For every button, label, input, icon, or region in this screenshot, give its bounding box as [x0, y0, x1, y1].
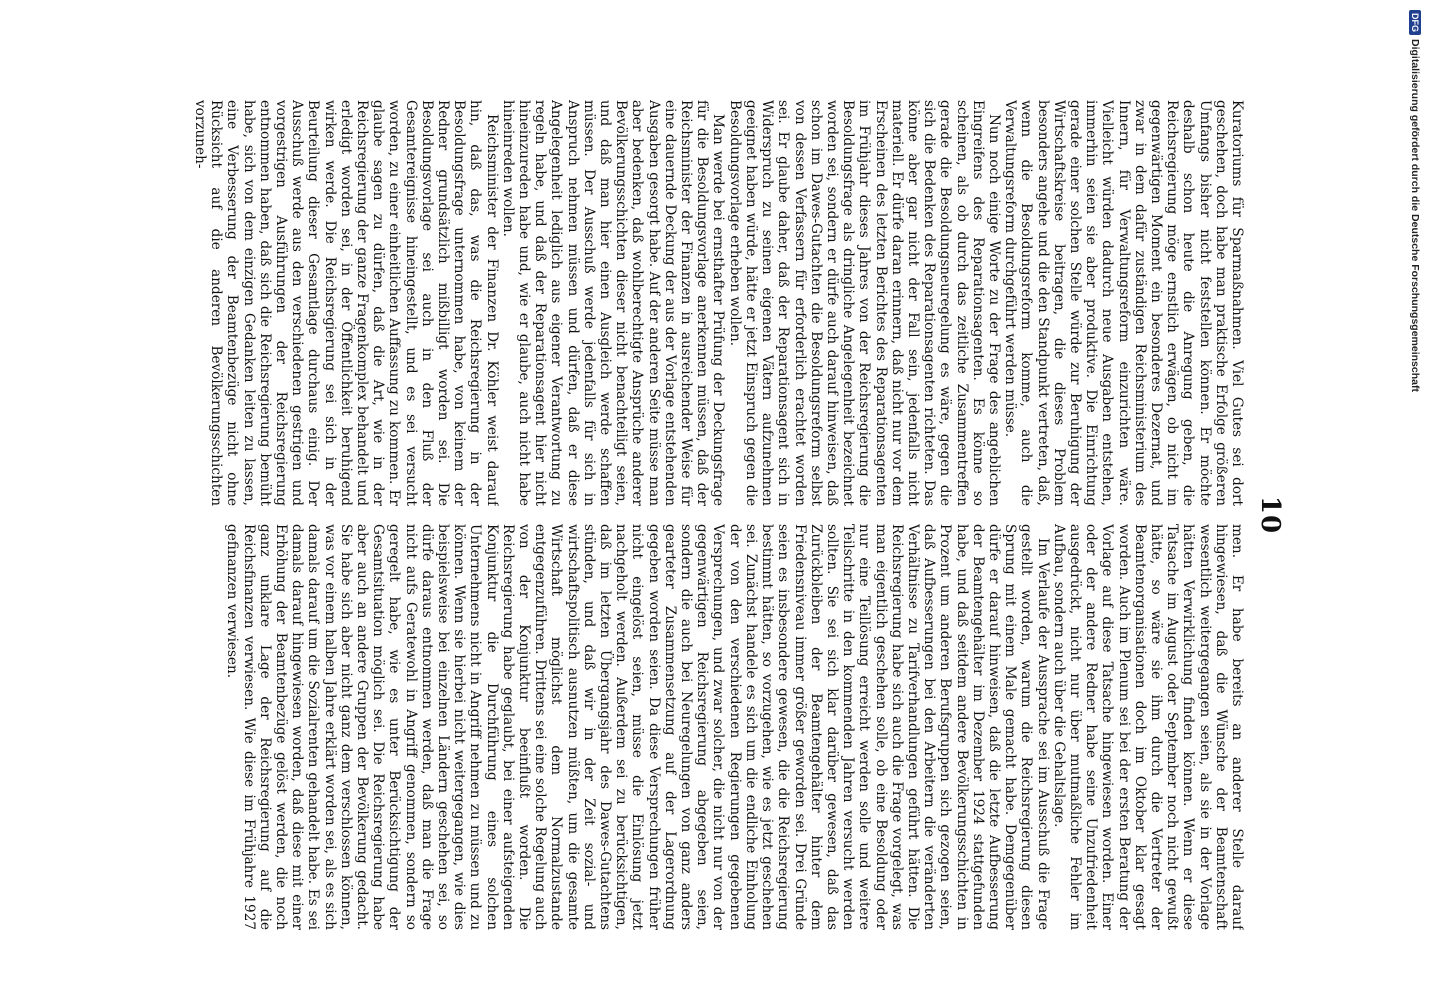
text-columns — [65, 100, 1245, 930]
dfg-logo: DFG — [1409, 10, 1421, 35]
credit-text: Digitalisierung gefördert durch die Deutsche Forschungsgemeinschaft — [1409, 39, 1421, 392]
right-column — [65, 524, 1245, 930]
paragraph: men. Er habe bereits an anderer Stelle darauf hingewiesen, daß die Wünsche der Beamtenschaft wesentlich weitergegangen seien, als sie in der Vorlage hätten Verwirklichung finden können. Wenn er diese Tatsache im August oder September noch nicht gewußt hätte, so wäre sie ihm durch die Vertreter der Beamtenorganisationen doch im Oktober klar gesagt worden. Auch im Plenum sei bei der ersten Beratung der Vorlage auf diese Tatsache hingewiesen worden. Einer oder der andere Redner habe seine Unzufriedenheit ausgedrückt, nicht nur über mutmaßliche Fehler im Aufbau, sondern auch über die Gehaltslage. — [1050, 524, 1245, 930]
paragraph: Kuratoriums für Sparmaßnahmen. Viel Gutes sei dort geschehen, doch habe man praktische Erfolge größeren Umfangs bisher nicht feststellen können. Er möchte deshalb schon heute die Anregung geben, die Reichsregierung möge ernstlich erwägen, ob nicht im gegenwärtigen Moment ein besonderes Dezernat, und zwar in dem dafür zuständigen Reichsministerium des Innern, für Verwaltungsreform einzurichten wäre. Vielleicht würden dadurch neue Ausgaben entstehen, immerhin seien sie aber produktive. Die Einrichtung gerade einer solchen Stelle würde zur Beruhigung der Wirtschaftskreise beitragen, die dieses Problem besonders angehe und die den Standpunkt vertreten, daß, wenn die Besoldungsreform komme, auch die Verwaltungsreform durchgeführt werden müsse. — [1002, 100, 1245, 506]
document-sheet — [85, 100, 1285, 930]
page-number: 10 — [1255, 495, 1285, 535]
credit-line — [1409, 10, 1421, 392]
paragraph: Man werde bei ernsthafter Prüfung der Deckungsfrage für die Besoldungsvorlage anerkennen müssen, daß der Reichsminister der Finanzen in ausreichender Weise für eine dauernde Deckung der aus der Vorlage entstehenden Ausgaben gesorgt habe. Auf der anderen Seite müsse man aber bedenken, daß wohlberechtigte Ansprüche anderer Bevölkerungsschichten dieser nicht benachteiligt seien, und daß man hier einen Ausgleich werde schaffen müssen. Der Ausschuß werde jedenfalls für sich in Anspruch nehmen müssen und dürfen, daß er diese Angelegenheit lediglich aus eigener Verantwortung zu regeln habe, und daß der Reparationsagent hier nicht hineinzureden habe und, wie er glaube, auch nicht habe hineinreden wollen. — [499, 100, 727, 506]
rotated-page-area — [90, 90, 1310, 940]
digitization-credit-bar — [1400, 0, 1434, 1000]
left-column — [65, 100, 1245, 506]
paragraph: Nun noch einige Worte zu der Frage des angeblichen Eingreifens des Reparationsagenten. Es könne so scheinen, als ob durch das zeitliche Zusammentreffen gerade die Besoldungsneuregelung es wäre, gegen die sich die Bedenken des Reparationsagenten richteten. Das könne aber gar nicht der Fall sein, jedenfalls nicht materiell. Er dürfe daran erinnern, daß nicht nur vor dem Erscheinen des letzten Berichtes des Reparationsagenten im Frühjahr dieses Jahres von der Reichsregierung die Besoldungsfrage als dringliche Angelegenheit bezeichnet worden sei, sondern er dürfe auch darauf hinweisen, daß schon im Dawes-Gutachten die Besoldungsreform selbst von dessen Verfassern für erforderlich erachtet worden sei. Er glaube daher, daß der Reparationsagent sich in Widerspruch zu seinen eigenen Vätern aufzunehmen geeignet haben würde, hätte er jetzt Einspruch gegen die Besoldungsvorlage erheben wollen. — [726, 100, 1002, 506]
paragraph: Im Verlaufe der Aussprache sei im Ausschuß die Frage gestellt worden, warum die Reichsregierung diesen Sprung mit einem Male gemacht habe. Demgegenüber dürfe er darauf hinweisen, daß die letzte Aufbesserung der Beamtengehälter im Dezember 1924 stattgefunden habe, und daß seitdem andere Bevölkerungsschichten in Prozent um anderen Berufsgruppen sich gezogen seien, daß Aufbesserungen bei den Arbeitern die veränderten Verhältnisse zu Tarifverhandlungen geführt hätten. Die Reichsregierung habe sich auch die Frage vorgelegt, was man eigentlich geschehen solle, ob eine Besoldung oder nur eine Teillösung erreicht werden solle und weitere Teilschritte in den kommenden Jahren versucht werden sollten. Sie sei sich klar darüber gewesen, daß das Zurückbleiben der Beamtengehälter hinter dem Friedensniveau immer größer geworden sei. Drei Gründe seien es insbesondere gewesen, die die Reichsregierung bestimmt hätten, so vorzugehen, wie es jetzt geschehen sei. Zunächst handele es sich um die endliche Einholung der von den verschiedenen Regierungen gegebenen Versprechungen, und zwar solcher, die nicht nur von der gegenwärtigen Reichsregierung abgegeben seien, sondern die auch bei Neuregelungen von ganz anders gearteter Zusammensetzung auf der Lagerordnung gegeben worden seien. Da diese Versprechungen früher nicht eingelöst seien, müsse die Einlösung jetzt nachgeholt werden. Außerdem sei zu berücksichtigen, daß im letzten Übergangsjahr des Dawes-Gutachtens stünden, und daß wir in der Zeit sozial- und wirtschaftspolitisch ausnutzen müßten, um die gesamte Wirtschaft möglichst dem Normalzustande entgegenzuführen. Drittens sei eine solche Regelung auch von der Konjunktur beeinflußt worden. Die Reichsregierung habe geglaubt, bei einer aufsteigenden Konjunktur die Durchführung eines solchen Unternehmens nicht in Angriff nehmen zu müssen und zu können. Wenn sie hierbei nicht weitergegangen, wie dies beispielsweise bei einzelnen Ländern geschehen sei, so dürfe daraus entnommen werden, daß man die Frage nicht aufs Geratewohl in Angriff genommen, sondern so geregelt habe, wie es unter Berücksichtigung der Gesamtsituation möglich sei. Die Reichsregierung habe aber auch an andere Gruppen der Bevölkerung gedacht. Sie habe sich aber nicht ganz dem verschlossen können, was vor einem halben Jahre erklärt worden sei, als es sich damals darauf um die Sozialrenten gehandelt habe. Es sei damals darauf hingewiesen worden, daß diese mit einer Erhöhung der Beamtenbezüge gelöst werden, die noch ganz unklare Lage der Reichsregierung auf die Reichsfinanzen verwiesen. Wie diese im Frühjahre 1927 gefinanzen verwiesen. — [224, 524, 1051, 930]
paragraph: Reichsminister der Finanzen Dr. Köhler weist darauf hin, daß das, was die Reichsregierung in der Besoldungsfrage unternommen habe, von keinem der Redner grundsätzlich mißbilligt worden sei. Die Besoldungsvorlage sei auch in den Fluß der Gesamtereignisse hineingestellt, und es sei versucht worden, zu einer einheitlichen Auffassung zu kommen. Er glaube sagen zu dürfen, daß die Art, wie in der Reichsregierung der ganze Fragenkomplex behandelt und erledigt worden sei, in der Öffentlichkeit beruhigend wirken werde. Die Reichsregierung sei sich in der Beurteilung dieser Gesamtlage durchaus einig. Der Ausschuß werde aus den verschiedenen gestrigen und vorgestrigen Ausführungen der Reichsregierung entnommen haben, daß sich die Reichsregierung bemüht habe, sich von dem einzigen Gedanken leiten zu lassen, eine Verbesserung der Beamtenbezüge nicht ohne Rücksicht auf die anderen Bevölkerungsschichten vorzuneh- — [192, 100, 500, 506]
